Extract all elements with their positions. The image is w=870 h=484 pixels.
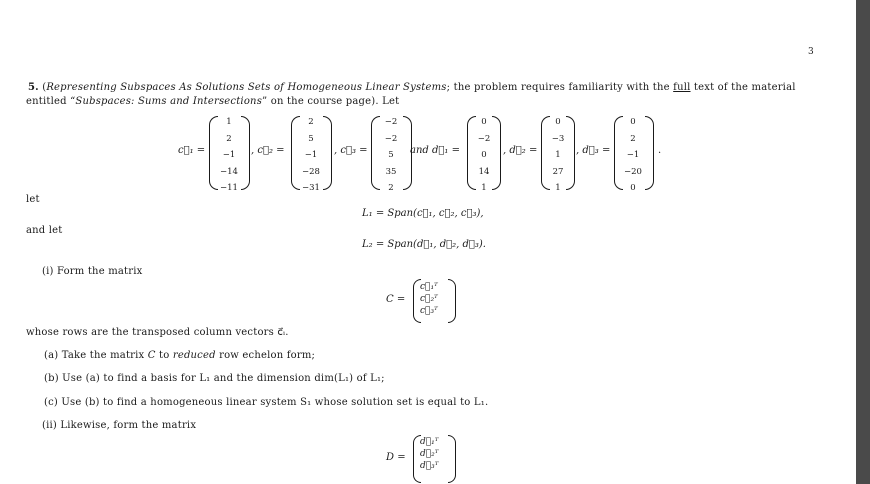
d1-label: and d⃗₁ =	[410, 145, 460, 156]
c1-entry: −14	[220, 166, 238, 177]
matrix-D-row: d⃗₃ᵀ	[420, 461, 439, 471]
c2-entry: −28	[302, 166, 320, 177]
d3-label: , d⃗₃ =	[576, 145, 611, 156]
d3-entry: 0	[630, 183, 636, 193]
d3-entry: 2	[630, 133, 636, 144]
c1-entries	[214, 114, 244, 197]
matrix-D-rows	[420, 436, 439, 472]
rows-description: whose rows are the transposed column vectors c⃗ᵢ.	[26, 327, 289, 338]
matrix-C-right-paren	[448, 279, 456, 323]
d2-entry: 27	[552, 166, 564, 177]
d1-right-paren	[492, 116, 501, 190]
c3-label: , c⃗₃ =	[334, 145, 368, 156]
matrix-C-row: c⃗₃ᵀ	[420, 306, 438, 316]
c2-entry: −1	[304, 150, 318, 160]
matrix-C-label: C =	[386, 294, 406, 305]
part-b: (b) Use (a) to find a basis for L₁ and the dimension dim(L₁) of L₁;	[44, 373, 385, 384]
L2-equation: L₂ = Span(d⃗₁, d⃗₂, d⃗₃).	[362, 239, 486, 250]
part-a-matrix: C	[147, 350, 156, 361]
d1-entry: 0	[481, 150, 487, 160]
c3-entry: 2	[388, 183, 394, 193]
problem-intro-b: text of the material	[690, 82, 796, 93]
problem-intro-a: ; the problem requires familiarity with the	[446, 82, 674, 93]
d1-entry: 0	[481, 117, 487, 127]
part-a-text-1: (a) Take the matrix	[44, 350, 148, 361]
part-a-text-2: to	[155, 350, 173, 361]
matrix-D-label: D =	[386, 452, 406, 463]
d1-entry: −2	[477, 133, 491, 144]
line2-prefix: entitled “	[26, 96, 76, 107]
problem-line-1: 5. (Representing Subspaces As Solutions Sets of Homogeneous Linear Systems; the problem requires familiarity with the full text of the material	[28, 82, 796, 93]
problem-number: 5.	[28, 82, 39, 93]
c2-right-paren	[323, 116, 332, 190]
c1-entry: 1	[226, 117, 232, 127]
full-text-underlined: full	[673, 82, 691, 93]
vertical-scrollbar[interactable]	[856, 0, 870, 484]
matrix-D-right-paren	[448, 435, 456, 483]
c1-label: c⃗₁ =	[178, 145, 206, 156]
L1-equation: L₁ = Span(c⃗₁, c⃗₂, c⃗₃),	[362, 208, 484, 219]
part-a	[44, 350, 315, 361]
d3-entry: −20	[624, 166, 642, 177]
c3-entry: 35	[385, 166, 397, 177]
line2-suffix: ” on the course page). Let	[262, 96, 400, 107]
c1-entry: −1	[222, 150, 236, 160]
d2-entry: 1	[555, 183, 561, 193]
matrix-D-row: d⃗₁ᵀ	[420, 437, 439, 447]
part-a-text-3: row echelon form;	[215, 350, 316, 361]
c1-right-paren	[241, 116, 250, 190]
c3-entry: 5	[388, 150, 394, 160]
d2-entry: −3	[551, 133, 565, 144]
c1-entry: 2	[226, 133, 232, 144]
c1-entry: −11	[220, 183, 238, 193]
d2-entry: 0	[555, 117, 561, 127]
d1-entry: 14	[478, 166, 490, 177]
matrix-D-row: d⃗₂ᵀ	[420, 449, 439, 459]
problem-line-2	[26, 96, 399, 107]
c2-entry: 2	[308, 117, 314, 127]
part-ii: (ii) Likewise, form the matrix	[42, 420, 197, 431]
c3-entries	[376, 114, 406, 197]
problem-title: Representing Subspaces As Solutions Sets of Homogeneous Linear Systems	[46, 82, 447, 93]
part-c: (c) Use (b) to find a homogeneous linear system S₁ whose solution set is equal to L₁.	[44, 397, 489, 408]
matrix-C-rows	[420, 281, 438, 317]
part-i: (i) Form the matrix	[42, 266, 143, 277]
matrix-C-row: c⃗₁ᵀ	[420, 282, 438, 292]
c2-entry: −31	[302, 183, 320, 193]
vectors-period: .	[658, 145, 662, 156]
d3-entry: −1	[626, 150, 640, 160]
c2-entry: 5	[308, 133, 314, 144]
d1-entry: 1	[481, 183, 487, 193]
d3-right-paren	[645, 116, 654, 190]
let-text: let	[26, 194, 40, 205]
c2-label: , c⃗₂ =	[251, 145, 285, 156]
d3-entry: 0	[630, 117, 636, 127]
page-number: 3	[808, 47, 814, 57]
d2-label: , d⃗₂ =	[503, 145, 538, 156]
d2-entry: 1	[555, 150, 561, 160]
d2-right-paren	[566, 116, 575, 190]
and-let-text: and let	[26, 225, 63, 236]
matrix-C-row: c⃗₂ᵀ	[420, 294, 438, 304]
c3-entry: −2	[384, 117, 398, 127]
material-title: Subspaces: Sums and Intersections	[75, 96, 263, 107]
c3-entry: −2	[384, 133, 398, 144]
part-a-reduced: reduced	[172, 350, 216, 361]
c2-entries	[296, 114, 326, 197]
